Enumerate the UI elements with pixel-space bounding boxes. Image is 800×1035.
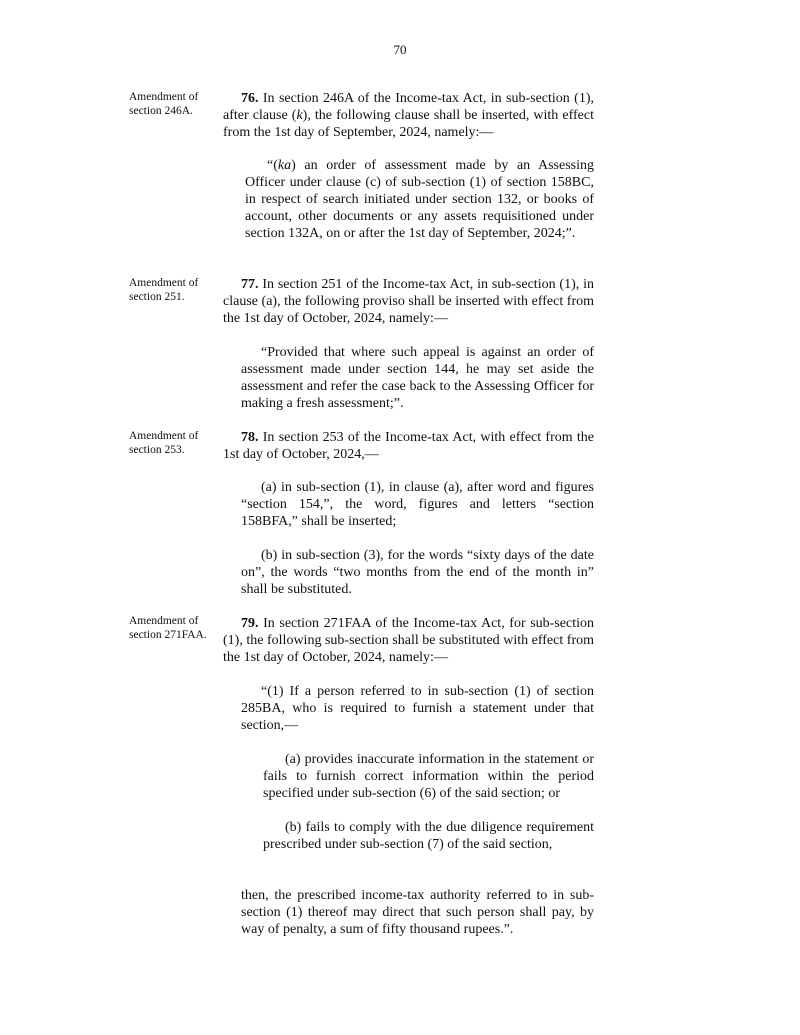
margin-note-253: Amendment of section 253. [129, 430, 199, 456]
section-76-inserted-clause: “(ka) an order of assessment made by an Assessing Officer under clause (c) of sub-section (1) of section 158BC, in respect of search initiated under section 132, or books of account, other documents or any assets requisitioned under section 132A, on or after the 1st day of September, 2024;”. [245, 158, 594, 241]
section-number: 77. [241, 277, 259, 292]
page-number: 70 [393, 42, 407, 57]
section-79-conclusion: then, the prescribed income-tax authority referred to in sub-section (1) thereof may direct that such person shall pay, by way of penalty, a sum of fifty thousand rupees.”. [241, 888, 594, 937]
margin-note-246a: Amendment of section 246A. [129, 91, 199, 117]
section-78-clause-b: (b) in sub-section (3), for the words “sixty days of the date on”, the words “two months from the end of the month in” shall be substituted. [241, 548, 594, 597]
section-79-clause-a: (a) provides inaccurate information in the statement or fails to furnish correct information within the period specified under sub-section (6) of the said section; or [263, 752, 594, 801]
section-number: 76. [241, 91, 259, 106]
section-number: 79. [241, 616, 259, 631]
section-number: 78. [241, 430, 259, 445]
margin-note-271faa: Amendment of section 271FAA. [129, 615, 207, 641]
section-79-clause-b: (b) fails to comply with the due diligence requirement prescribed under sub-section (7) of the said section, [263, 820, 594, 852]
section-76-text: 76. In section 246A of the Income-tax Act, in sub-section (1), after clause (k), the following clause shall be inserted, with effect from the 1st day of September, 2024, namely:— [223, 91, 594, 140]
section-78-clause-a: (a) in sub-section (1), in clause (a), after word and figures “section 154,”, the word, figures and letters “section 158BFA,” shall be inserted; [241, 480, 594, 529]
section-78-text: 78. In section 253 of the Income-tax Act, with effect from the 1st day of October, 2024,— [223, 430, 594, 462]
section-77-proviso: “Provided that where such appeal is against an order of assessment made under section 144, he may set aside the assessment and refer the case back to the Assessing Officer for making a fresh assessment;”. [241, 345, 594, 411]
margin-note-251: Amendment of section 251. [129, 277, 199, 303]
section-79-text: 79. In section 271FAA of the Income-tax Act, for sub-section (1), the following sub-section shall be substituted with effect from the 1st day of October, 2024, namely:— [223, 616, 594, 665]
section-77-text: 77. In section 251 of the Income-tax Act, in sub-section (1), in clause (a), the following proviso shall be inserted with effect from the 1st day of October, 2024, namely:— [223, 277, 594, 326]
section-79-intro: “(1) If a person referred to in sub-section (1) of section 285BA, who is required to furnish a statement under that section,— [241, 684, 594, 733]
